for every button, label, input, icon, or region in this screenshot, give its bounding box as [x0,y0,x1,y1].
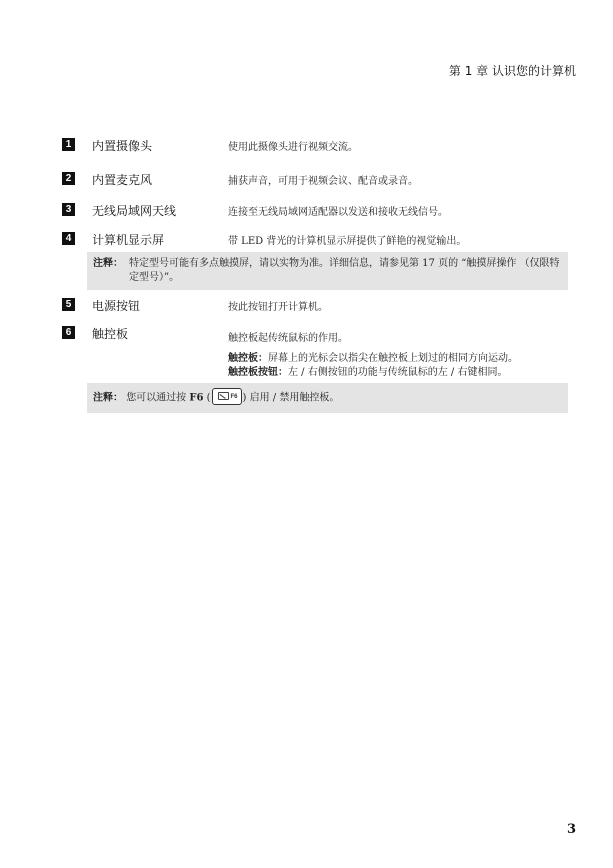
callout-description: 带 LED 背光的计算机显示屏提供了鲜艳的视觉输出。 [228,236,467,247]
f6-key-fn-label: F6 [230,394,238,400]
callout-number: 4 [62,232,75,245]
callout-description: 连接至无线局域网适配器以发送和接收无线信号。 [228,207,448,218]
callout-item-microphone [62,172,568,188]
note-box-touchpad-toggle: 注释： 您可以通过按 F6 ( F6 ) 启用 / 禁用触控板。 [87,383,568,413]
callout-name: 电源按钮 [92,299,141,313]
note-text: 特定型号可能有多点触摸屏，请以实物为准。详细信息，请参见第 17 页的 “触摸屏操作 （仅限特定型号）”。 [129,258,560,283]
note-text-after: 启用 / 禁用触控板。 [249,392,340,404]
callout-item-touchpad [62,326,568,342]
touchpad-label: 触控板： [228,353,268,364]
callout-description: 按此按钮打开计算机。 [228,302,328,313]
touchpad-text: 屏幕上的光标会以指尖在触控板上划过的相同方向运动。 [268,353,518,364]
touchpad-buttons-line [228,366,518,380]
touchpad-buttons-label: 触控板按钮： [228,367,288,378]
callout-number: 1 [62,138,75,151]
callout-description: 触控板起传统鼠标的作用。 [228,333,348,344]
note-label: 注释： [93,258,123,269]
page-number: 3 [566,822,576,837]
callout-number: 5 [62,298,75,311]
callout-item-display [62,232,568,248]
callout-name: 内置麦克风 [92,173,153,187]
callout-item-power-button [62,298,568,314]
note-label: 注释： [93,392,123,404]
callout-name: 内置摄像头 [92,139,153,153]
callout-number: 6 [62,326,75,339]
callout-number: 2 [62,172,75,185]
touchpad-toggle-icon [218,392,229,400]
callout-name: 触控板 [92,327,129,341]
f6-key-label: F6 [189,392,204,404]
touchpad-buttons-text: 左 / 右侧按钮的功能与传统鼠标的左 / 右键相同。 [288,367,508,378]
f6-key-icon [212,388,242,405]
callout-name: 无线局域网天线 [92,204,177,218]
callout-description: 捕获声音，可用于视频会议、配音或录音。 [228,176,418,187]
callout-description: 使用此摄像头进行视频交流。 [228,142,358,153]
callout-item-wlan-antenna [62,203,568,219]
callout-item-camera [62,138,568,154]
callout-number: 3 [62,203,75,216]
note-box-touchscreen [87,252,568,290]
note-text-before: 您可以通过按 [126,392,187,404]
chapter-title: 第 1 章 认识您的计算机 [448,64,576,78]
touchpad-description [228,352,518,380]
touchpad-line [228,352,518,366]
callout-name: 计算机显示屏 [92,233,165,247]
